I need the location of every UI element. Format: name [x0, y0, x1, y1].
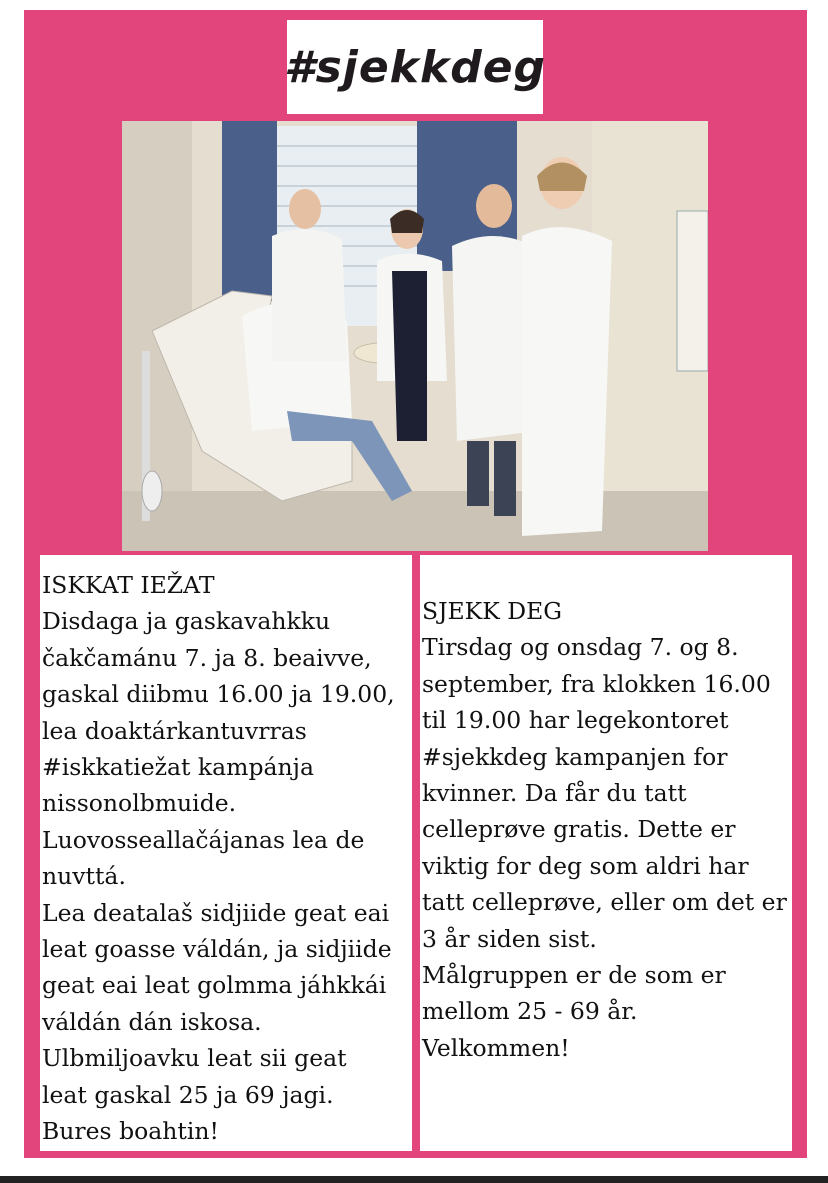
sami-line: Ulbmiljoavku leat sii geat	[42, 1044, 347, 1073]
sami-line: gaskal diibmu 16.00 ja 19.00,	[42, 680, 395, 709]
bottom-divider	[0, 1176, 828, 1183]
sami-heading: ISKKAT IEŽAT	[42, 571, 215, 599]
norwegian-heading: SJEKK DEG	[422, 597, 563, 625]
norwegian-line: viktig for deg som aldri har	[422, 851, 749, 880]
sami-line: leat gaskal 25 ja 69 jagi.	[42, 1080, 334, 1109]
sami-line: geat eai leat golmma jáhkkái	[42, 971, 387, 1000]
title-banner	[283, 20, 547, 114]
sami-line: Luovosseallačájanas lea de	[42, 825, 365, 854]
clinic-staff-photo	[122, 121, 708, 551]
norwegian-line: Tirsdag og onsdag 7. og 8.	[422, 633, 739, 662]
sami-line: #iskkatiežat kampánja	[42, 753, 314, 782]
sami-line: Lea deatalaš sidjiide geat eai	[42, 898, 390, 927]
sami-line: nissonolbmuide.	[42, 789, 237, 818]
sami-line: váldán dán iskosa.	[42, 1007, 262, 1036]
norwegian-line: september, fra klokken 16.00	[422, 669, 771, 698]
sami-line: čakčamánu 7. ja 8. beaivve,	[42, 643, 372, 672]
sami-line: lea doaktárkantuvrras	[42, 716, 307, 745]
sami-text-panel	[40, 555, 412, 1151]
norwegian-line: #sjekkdeg kampanjen for	[422, 742, 728, 771]
norwegian-line: 3 år siden sist.	[422, 924, 597, 953]
photo-illustration	[122, 121, 708, 551]
norwegian-text-panel	[420, 555, 792, 1151]
sami-line: Disdaga ja gaskavahkku	[42, 607, 331, 636]
sami-line: Bures boahtin!	[42, 1117, 219, 1146]
norwegian-line: Velkommen!	[422, 1033, 570, 1062]
poster-title: #sjekkdeg	[283, 41, 547, 93]
poster-background	[24, 10, 807, 1158]
norwegian-line: celleprøve gratis. Dette er	[422, 815, 736, 844]
sami-line: nuvttá.	[42, 862, 126, 891]
norwegian-line: til 19.00 har legekontoret	[422, 706, 729, 735]
norwegian-line: Målgruppen er de som er	[422, 961, 726, 990]
norwegian-line: tatt celleprøve, eller om det er	[422, 888, 787, 917]
norwegian-line: mellom 25 - 69 år.	[422, 997, 638, 1026]
sami-line: leat goasse váldán, ja sidjiide	[42, 935, 392, 964]
norwegian-line: kvinner. Da får du tatt	[422, 779, 687, 808]
